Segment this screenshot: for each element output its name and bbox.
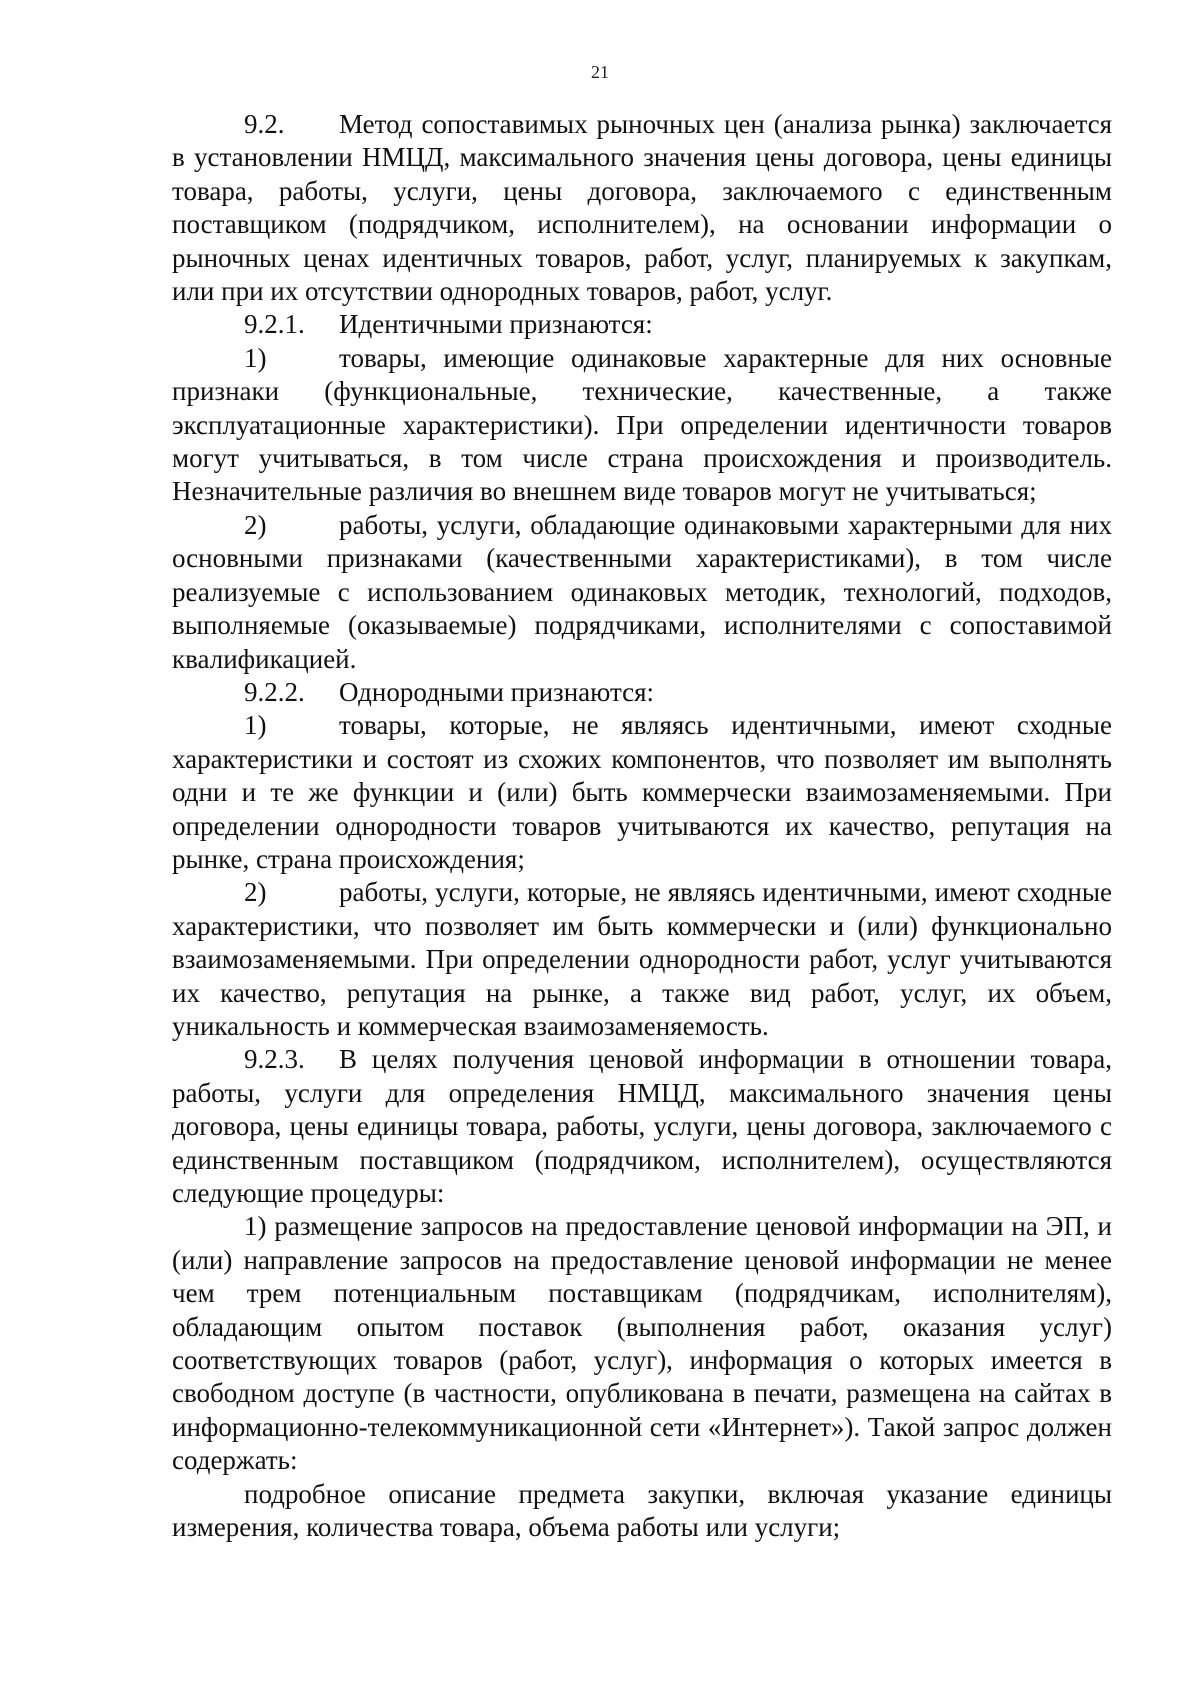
paragraph-number: 9.2.1. [244,309,305,340]
paragraph-text: 1) размещение запросов на предоставление ценовой информации на ЭП, и (или) направление запросов на предоставление ценовой информации не менее чем трем потенциальным поставщикам (подрядчикам, исполнителям), обладающим опытом поставок (выполнения работ, оказания услуг) соответствующих товаров (работ, услуг), информация о которых имеется в свободном доступе (в частности, опубликована в печати, размещена на сайтах в информационно-телекоммуникационной сети «Интернет»). Такой запрос должен содержать: [172,1211,1112,1476]
paragraph-number: 9.2.3. [244,1044,305,1075]
paragraph-text: работы, услуги, обладающие одинаковыми характерными для них основными признаками (качественными характеристиками), в том числе реализуемые с использованием одинаковых методик, технологий, подходов, выполняемые (оказываемые) подрядчиками, исполнителями с сопоставимой квалификацией. [172,509,1112,674]
paragraph-9-2-3-item-1 [172,1210,1112,1477]
paragraph-number: 2) [244,509,267,540]
paragraph-9-2-1 [172,308,1112,341]
paragraph-number: 9.2. [244,109,285,139]
paragraph-text: Однородными признаются: [339,676,655,707]
paragraph-text: подробное описание предмета закупки, включая указание единицы измерения, количества товара, объема работы или услуги; [172,1478,1112,1543]
paragraph-number: 2) [244,877,267,908]
paragraph-text: В целях получения ценовой информации в отношении товара, работы, услуги для определения НМЦД, максимального значения цены договора, цены единицы товара, работы, услуги, цены договора, заключаемого с единственным поставщиком (подрядчиком, исполнителем), осуществляются следующие процедуры: [172,1044,1112,1208]
paragraph-9-2-3 [172,1043,1112,1210]
paragraph-9-2-2 [172,676,1112,709]
paragraph-request-description [172,1478,1112,1545]
paragraph-number: 1) [244,342,267,373]
paragraph-text: товары, которые, не являясь идентичными, имеют сходные характеристики и состоят из схожих компонентов, что позволяет им выполнять одни и те же функции и (или) быть коммерчески взаимозаменяемыми. При определении однородности товаров учитываются их качество, репутация на рынке, страна происхождения; [172,710,1112,874]
paragraph-9-2 [172,108,1112,308]
paragraph-9-2-2-item-1 [172,709,1112,876]
paragraph-text: товары, имеющие одинаковые характерные для них основные признаки (функциональные, технические, качественные, а также эксплуатационные характеристики). При определении идентичности товаров могут учитываться, в том числе страна происхождения и производитель. Незначительные различия во внешнем виде товаров могут не учитываться; [172,342,1112,507]
paragraph-9-2-1-item-2 [172,509,1112,676]
page-number: 21 [591,62,609,82]
paragraph-text: работы, услуги, которые, не являясь идентичными, имеют сходные характеристики, что позволяет им быть коммерчески и (или) функционально взаимозаменяемыми. При определении однородности работ, услуг учитываются их качество, репутация на рынке, а также вид работ, услуг, их объем, уникальность и коммерческая взаимозаменяемость. [172,877,1112,1041]
paragraph-number: 9.2.2. [244,676,305,707]
paragraph-9-2-2-item-2 [172,876,1112,1043]
document-body [172,108,1112,1544]
paragraph-text: Идентичными признаются: [339,309,653,340]
paragraph-text: Метод сопоставимых рыночных цен (анализа рынка) заключается в установлении НМЦД, максимального значения цены договора, цены единицы товара, работы, услуги, цены договора, заключаемого с единственным поставщиком (подрядчиком, исполнителем), на основании информации о рыночных ценах идентичных товаров, работ, услуг, планируемых к закупкам, или при их отсутствии однородных товаров, работ, услуг. [172,109,1112,307]
paragraph-number: 1) [244,710,267,741]
paragraph-9-2-1-item-1 [172,342,1112,509]
